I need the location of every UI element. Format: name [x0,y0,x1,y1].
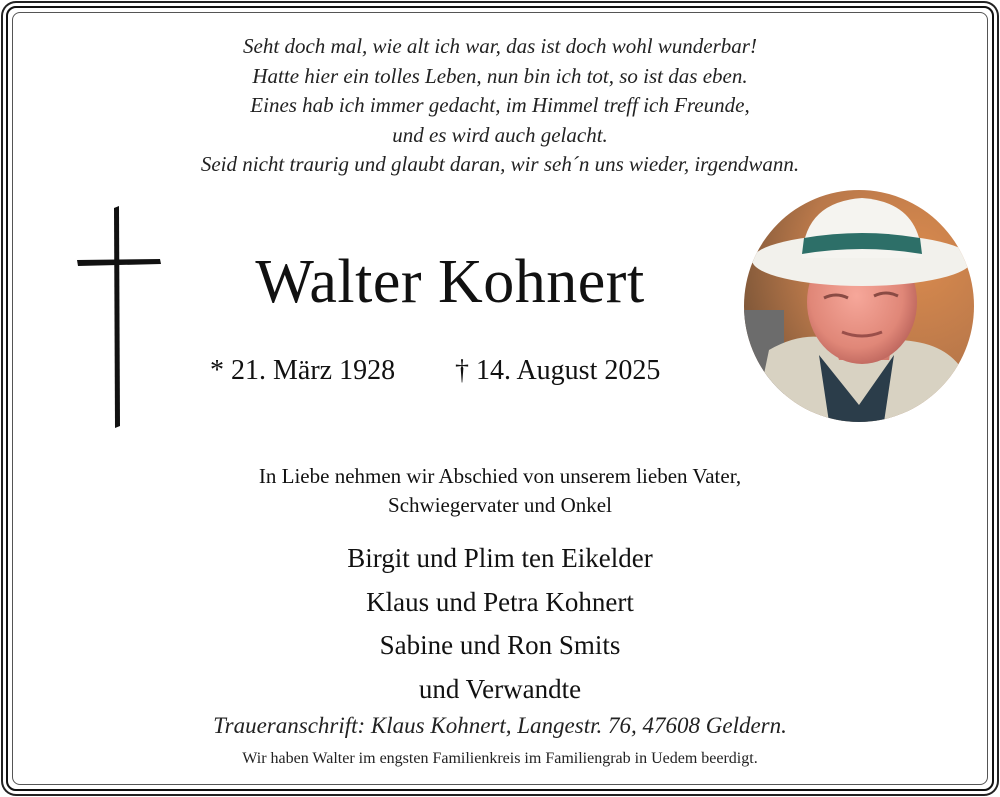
poem-line: Hatte hier ein tolles Leben, nun bin ich tot, so ist das eben. [252,63,748,88]
poem-line: Seht doch mal, wie alt ich war, das ist doch wohl wunderbar! [243,34,757,58]
mourner: Birgit und Plim ten Eikelder [347,543,653,573]
death-date: † 14. August 2025 [455,355,661,386]
mourner: Klaus und Petra Kohnert [366,586,634,617]
poem-line: Seid nicht traurig und glaubt daran, wir seh´n uns wieder, irgendwann. [200,152,800,176]
poem [0,32,1000,180]
deceased-name: Walter Kohnert [255,248,645,316]
mourners-list [0,537,1000,711]
intro-line: Schwiegervater und Onkel [388,493,612,517]
mourner: Sabine und Ron Smits [379,630,621,660]
cross-icon [74,204,164,429]
intro-line: In Liebe nehmen wir Abschied von unserem lieben Vater, [258,464,742,488]
poem-line: und es wird auch gelacht. [392,122,608,147]
burial-note: Wir haben Walter im engsten Familienkreis im Familiengrab in Uedem beerdigt. [242,750,758,767]
birth-date: * 21. März 1928 [210,355,396,386]
mourner: und Verwandte [418,673,582,704]
portrait-photo [744,190,974,422]
farewell-intro [0,462,1000,520]
poem-line: Eines hab ich immer gedacht, im Himmel treff ich Freunde, [250,93,750,117]
mourning-address: Traueranschrift: Klaus Kohnert, Langestr. 76, 47608 Geldern. [213,713,787,738]
